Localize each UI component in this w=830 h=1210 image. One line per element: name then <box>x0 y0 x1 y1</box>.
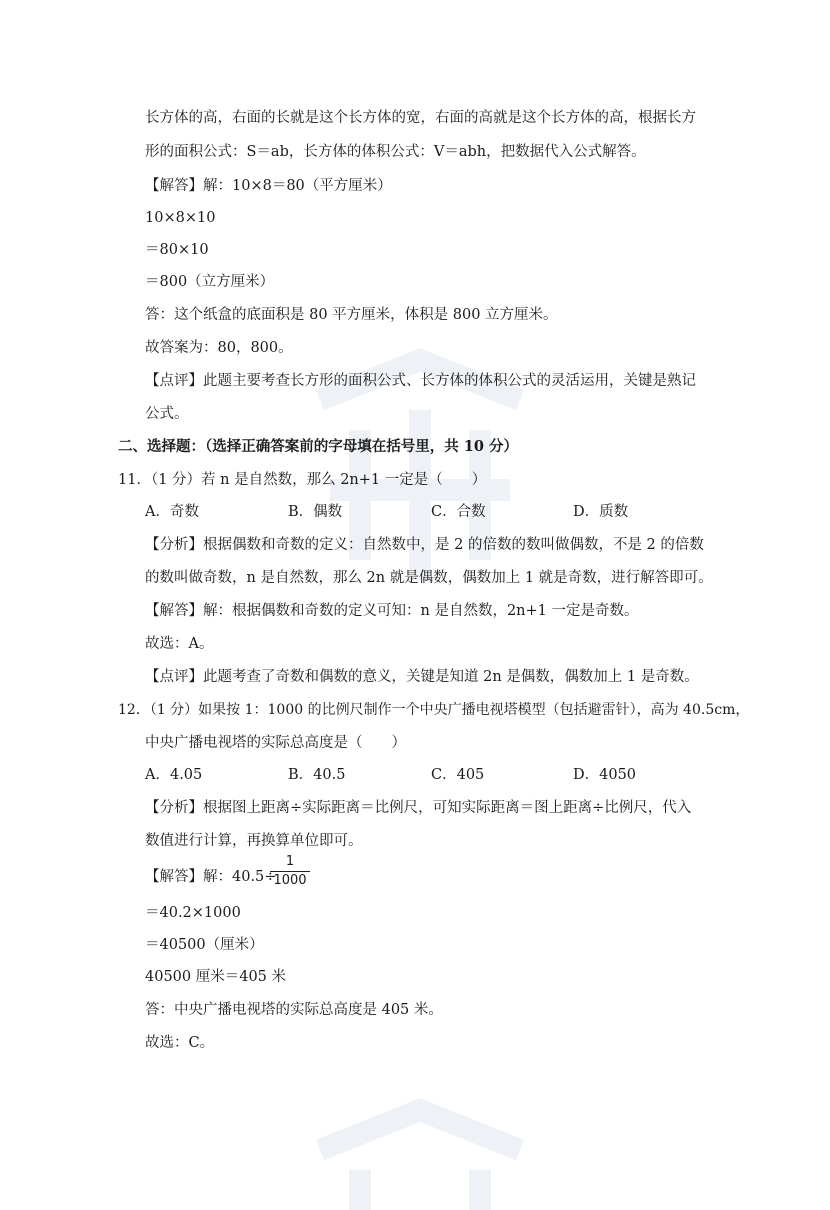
fraction-denominator: 1000 <box>273 873 307 888</box>
calc-line: ＝800（立方厘米） <box>145 274 275 290</box>
calc-line: ＝80×10 <box>145 242 209 258</box>
q11-answer: 故选：A。 <box>145 636 214 652</box>
fraction-numerator: 1 <box>285 854 295 869</box>
q12-choice: 故选：C。 <box>145 1035 215 1051</box>
answer-line: 故答案为：80，800。 <box>145 340 293 356</box>
review-line: 公式。 <box>145 406 189 422</box>
q11-analysis: 的数叫做奇数，n 是自然数，那么 2n 就是偶数，偶数加上 1 就是奇数，进行解答即可。 <box>145 570 713 586</box>
calc-line: ＝40500（厘米） <box>145 937 264 953</box>
question-12-cont: 中央广播电视塔的实际总高度是（ ） <box>145 735 406 751</box>
q11-review: 【点评】此题考查了奇数和偶数的意义，关键是知道 2n 是偶数，偶数加上 1 是奇数。 <box>145 669 699 685</box>
text-line: 长方体的高，右面的长就是这个长方体的宽，右面的高就是这个长方体的高，根据长方 <box>145 110 696 126</box>
solution-line: 【解答】解：10×8＝80（平方厘米） <box>145 178 392 194</box>
calc-line: ＝40.2×1000 <box>145 905 241 921</box>
calc-line: 10×8×10 <box>145 210 216 226</box>
q12-analysis: 【分析】根据图上距离÷实际距离＝比例尺，可知实际距离＝图上距离÷比例尺，代入 <box>145 800 692 816</box>
question-12: 12．（1 分）如果按 1：1000 的比例尺制作一个中央广播电视塔模型（包括避雷针），高为 40.5cm， <box>118 702 750 718</box>
q11-option-d: D．质数 <box>573 504 629 520</box>
review-line: 【点评】此题主要考查长方形的面积公式、长方体的体积公式的灵活运用，关键是熟记 <box>145 373 696 389</box>
q12-option-b: B．40.5 <box>288 767 346 783</box>
q12-answer: 答：中央广播电视塔的实际总高度是 405 米。 <box>145 1002 443 1018</box>
q11-option-c: C．合数 <box>431 504 486 520</box>
q12-option-d: D．4050 <box>573 767 637 783</box>
q12-analysis: 数值进行计算，再换算单位即可。 <box>145 833 363 849</box>
fraction <box>270 854 310 889</box>
answer-line: 答：这个纸盒的底面积是 80 平方厘米，体积是 800 立方厘米。 <box>145 307 558 323</box>
q12-option-c: C．405 <box>431 767 485 783</box>
question-11: 11．（1 分）若 n 是自然数，那么 2n+1 一定是（ ） <box>118 472 487 488</box>
q11-analysis: 【分析】根据偶数和奇数的定义：自然数中，是 2 的倍数的数叫做偶数，不是 2 的倍数 <box>145 537 704 553</box>
text-line: 形的面积公式：S＝ab，长方体的体积公式：V＝abh，把数据代入公式解答。 <box>145 144 646 160</box>
q11-option-a: A．奇数 <box>145 504 199 520</box>
q12-solution: 【解答】解：40.5÷ <box>145 869 277 885</box>
fraction-bar <box>270 871 310 872</box>
q12-option-a: A．4.05 <box>145 767 203 783</box>
q11-solution: 【解答】解：根据偶数和奇数的定义可知：n 是自然数，2n+1 一定是奇数。 <box>145 603 639 619</box>
section-heading: 二、选择题：（选择正确答案前的字母填在括号里，共 10 分） <box>118 438 519 455</box>
watermark-logo-bottom <box>300 1090 540 1210</box>
q11-option-b: B．偶数 <box>288 504 343 520</box>
calc-line: 40500 厘米＝405 米 <box>145 969 287 985</box>
